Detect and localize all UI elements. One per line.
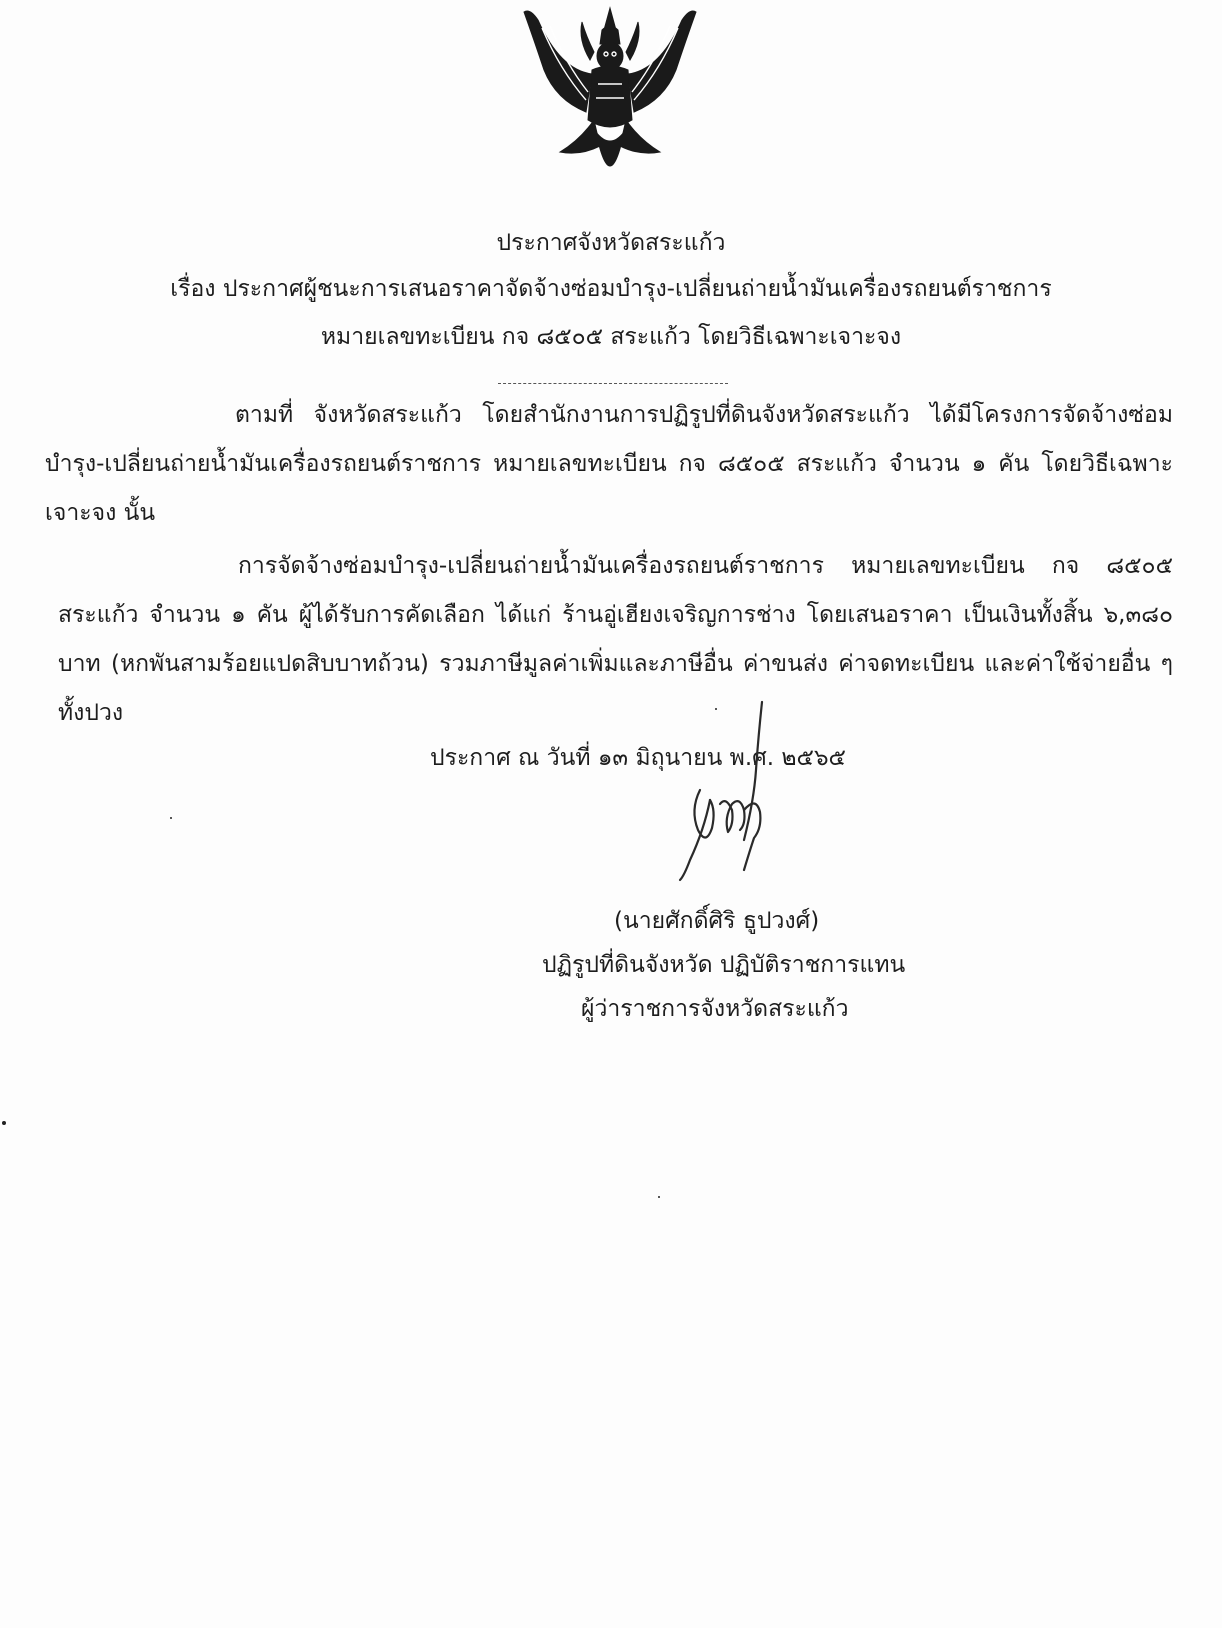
scan-speck — [170, 817, 172, 819]
body-paragraph-2: การจัดจ้างซ่อมบำรุง-เปลี่ยนถ่ายน้ำมันเครื่องรถยนต์ราชการ หมายเลขทะเบียน กจ ๘๕๐๕ สระแก้ว จำนวน ๑ คัน ผู้ได้รับการคัดเลือก ได้แก่ ร้านอู่เฮียงเจริญการช่าง โดยเสนอราคา เป็นเงินทั้งสิ้น ๖,๓๘๐ บาท (หกพันสามร้อยแปดสิบบาทถ้วน) รวมภาษีมูลค่าเพิ่มและภาษีอื่น ค่าขนส่ง ค่าจดทะเบียน และค่าใช้จ่ายอื่น ๆ ทั้งปวง — [58, 553, 1173, 726]
scan-speck — [2, 1121, 6, 1125]
signatory-position-continued: ผู้ว่าราชการจังหวัดสระแก้ว — [581, 996, 849, 1022]
signatory-position: ปฏิรูปที่ดินจังหวัด ปฏิบัติราชการแทน — [542, 952, 906, 978]
scan-speck — [658, 1196, 660, 1198]
announcement-title: ประกาศจังหวัดสระแก้ว — [496, 230, 726, 256]
announcement-subject: เรื่อง ประกาศผู้ชนะการเสนอราคาจัดจ้างซ่อมบำรุง-เปลี่ยนถ่ายน้ำมันเครื่องรถยนต์ราชการ — [170, 276, 1052, 302]
signatory-name: (นายศักดิ์ศิริ ธูปวงศ์) — [614, 908, 820, 934]
garuda-emblem-icon — [520, 0, 700, 205]
handwritten-signature-icon — [670, 700, 790, 890]
body-paragraph-1: ตามที่ จังหวัดสระแก้ว โดยสำนักงานการปฏิรูปที่ดินจังหวัดสระแก้ว ได้มีโครงการจัดจ้างซ่อมบำรุง-เปลี่ยนถ่ายน้ำมันเครื่องรถยนต์ราชการ หมายเลขทะเบียน กจ ๘๕๐๕ สระแก้ว จำนวน ๑ คัน โดยวิธีเฉพาะเจาะจง นั้น — [45, 402, 1173, 526]
announcement-subject-continued: หมายเลขทะเบียน กจ ๘๕๐๕ สระแก้ว โดยวิธีเฉพาะเจาะจง — [320, 324, 902, 350]
scan-speck — [715, 708, 717, 710]
announcement-date: ประกาศ ณ วันที่ ๑๓ มิถุนายน พ.ศ. ๒๕๖๕ — [430, 745, 846, 771]
title-divider — [498, 383, 728, 384]
